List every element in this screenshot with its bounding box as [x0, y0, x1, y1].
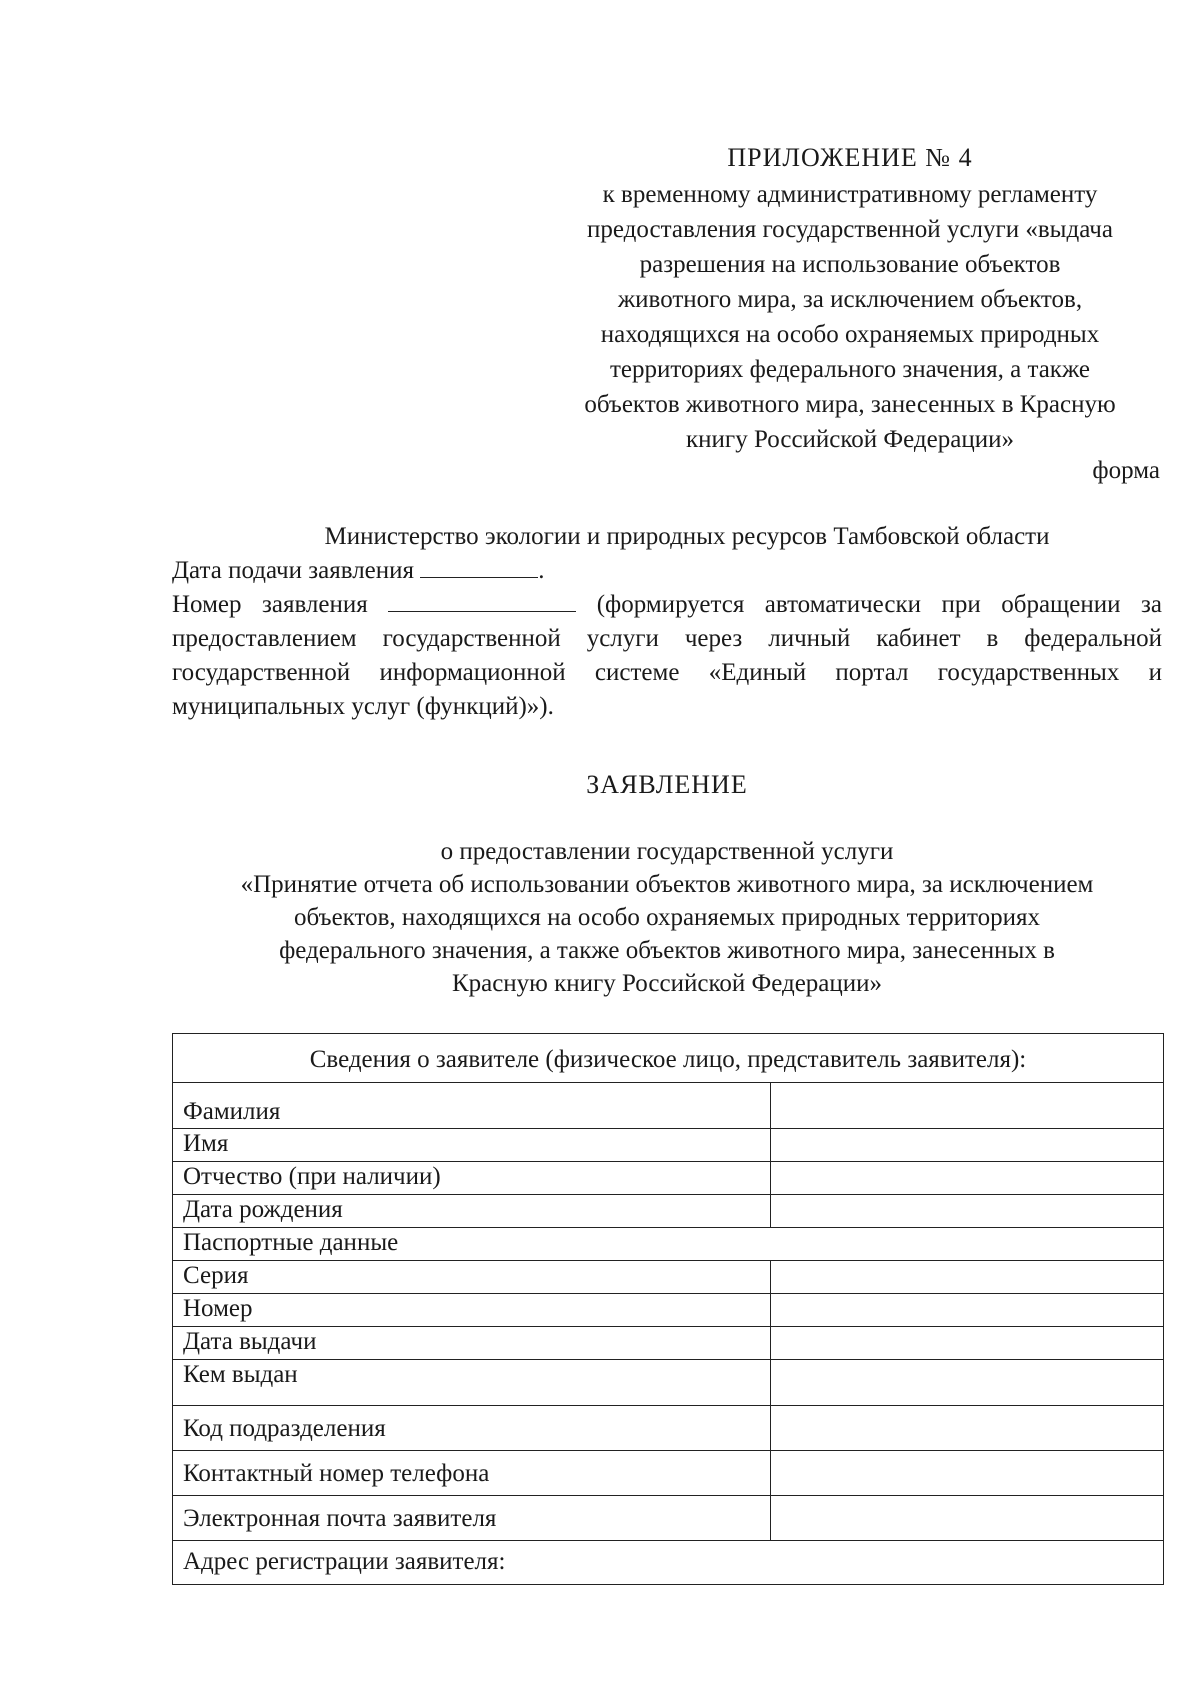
passport-series-label: Серия [173, 1261, 771, 1294]
table-row [173, 1541, 1164, 1585]
table-row [173, 1162, 1164, 1195]
application-number-note: (формируется автоматически при обращении за предоставлением государственной услуги через личный кабинет в федеральной государственной информационной системе «Единый портал государственных и муниципальных услуг (функций)»). [172, 591, 1162, 720]
issue-date-field[interactable] [771, 1327, 1164, 1360]
patronymic-label: Отчество (при наличии) [173, 1162, 771, 1195]
table-row [173, 1327, 1164, 1360]
phone-label: Контактный номер телефона [173, 1451, 771, 1496]
passport-series-field[interactable] [771, 1261, 1164, 1294]
table-row [173, 1294, 1164, 1327]
application-number-blank[interactable] [388, 589, 576, 612]
appendix-block [540, 140, 1160, 457]
table-header: Сведения о заявителе (физическое лицо, представитель заявителя): [173, 1034, 1164, 1083]
birth-date-label: Дата рождения [173, 1195, 771, 1228]
appendix-line: животного мира, за исключением объектов, [617, 286, 1083, 313]
subject-line: объектов, находящихся на особо охраняемых природных территориях [294, 904, 1040, 931]
appendix-line: к временному административному регламенту [602, 181, 1098, 208]
document-heading: ЗАЯВЛЕНИЕ [586, 770, 748, 799]
table-row [173, 1451, 1164, 1496]
appendix-line: книгу Российской Федерации» [686, 426, 1014, 453]
intro-block [172, 520, 1162, 724]
application-number-line [172, 588, 1162, 724]
email-label: Электронная почта заявителя [173, 1496, 771, 1541]
appendix-line: объектов животного мира, занесенных в Красную [584, 391, 1116, 418]
appendix-line: находящихся на особо охраняемых природных [600, 321, 1100, 348]
division-code-field[interactable] [771, 1406, 1164, 1451]
submission-date-blank[interactable] [420, 555, 538, 578]
table-row [173, 1496, 1164, 1541]
period: . [538, 557, 545, 584]
applicant-info-table [172, 1033, 1164, 1585]
first-name-label: Имя [173, 1129, 771, 1162]
passport-number-label: Номер [173, 1294, 771, 1327]
division-code-label: Код подразделения [173, 1406, 771, 1451]
table-row [173, 1261, 1164, 1294]
passport-number-field[interactable] [771, 1294, 1164, 1327]
table-row [173, 1228, 1164, 1261]
submission-date-label: Дата подачи заявления [172, 557, 415, 584]
table-row [173, 1195, 1164, 1228]
issued-by-label: Кем выдан [173, 1360, 771, 1406]
phone-field[interactable] [771, 1451, 1164, 1496]
passport-section-label: Паспортные данные [173, 1228, 1164, 1261]
submission-date-line [172, 554, 1162, 588]
subject-line: Красную книгу Российской Федерации» [451, 970, 883, 997]
appendix-title: ПРИЛОЖЕНИЕ № 4 [727, 143, 973, 172]
appendix-line: разрешения на использование объектов [639, 251, 1061, 278]
patronymic-field[interactable] [771, 1162, 1164, 1195]
subject-line: федерального значения, а также объектов животного мира, занесенных в [279, 937, 1055, 964]
registration-address-label: Адрес регистрации заявителя: [173, 1541, 1164, 1585]
ministry-name: Министерство экологии и природных ресурсов Тамбовской области [324, 523, 1050, 550]
surname-field[interactable] [771, 1083, 1164, 1129]
table-row [173, 1360, 1164, 1406]
email-field[interactable] [771, 1496, 1164, 1541]
table-row [173, 1406, 1164, 1451]
subject-line: о предоставлении государственной услуги [440, 838, 894, 865]
table-row [173, 1083, 1164, 1129]
birth-date-field[interactable] [771, 1195, 1164, 1228]
issue-date-label: Дата выдачи [173, 1327, 771, 1360]
table-row [173, 1129, 1164, 1162]
form-label: форма [1092, 457, 1160, 484]
subject-line: «Принятие отчета об использовании объектов животного мира, за исключением [240, 871, 1094, 898]
table-header-row [173, 1034, 1164, 1083]
surname-label: Фамилия [173, 1083, 771, 1129]
appendix-line: территориях федерального значения, а также [610, 356, 1090, 383]
application-subject [172, 835, 1162, 1000]
issued-by-field[interactable] [771, 1360, 1164, 1406]
application-number-label: Номер заявления [172, 591, 368, 618]
first-name-field[interactable] [771, 1129, 1164, 1162]
appendix-line: предоставления государственной услуги «выдача [587, 216, 1113, 243]
